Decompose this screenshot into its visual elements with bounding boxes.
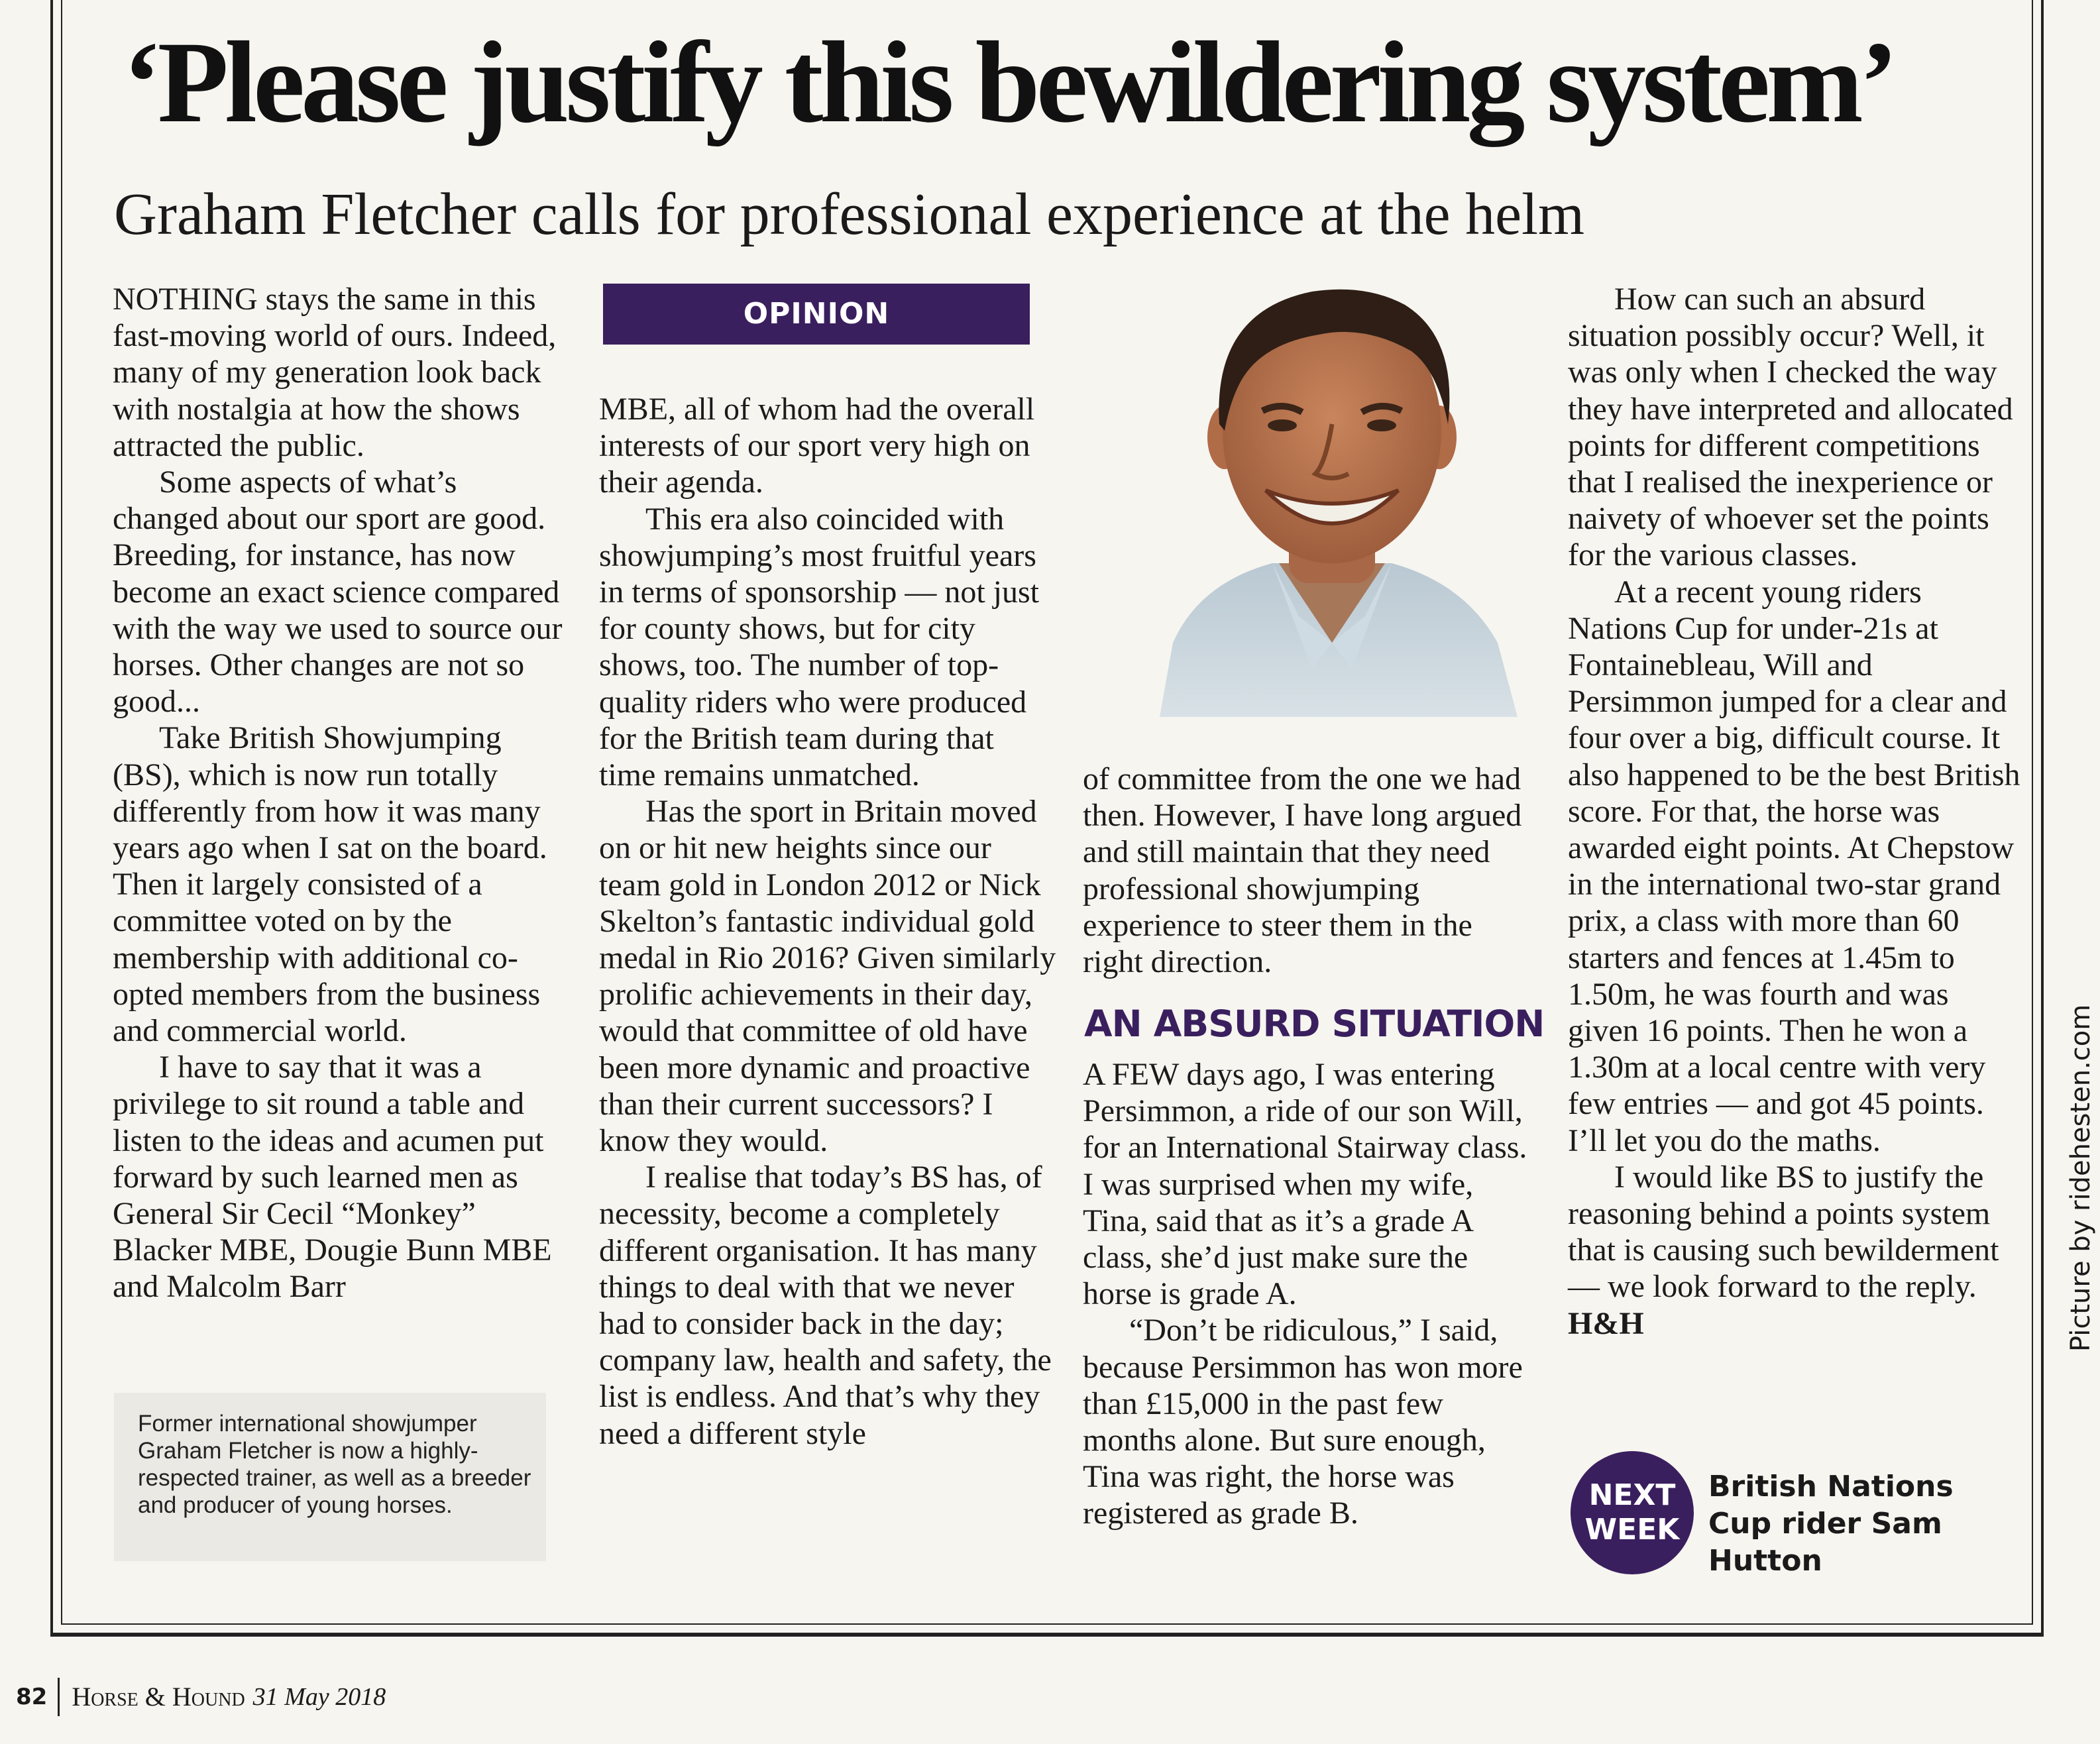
signoff: H&H [1568,1305,1644,1341]
opinion-label: OPINION [603,284,1030,345]
column-3-continued [1083,1056,1540,1532]
paragraph: A FEW days ago, I was entering Persimmon, a ride of our son Will, for an International Stairway class. I was surprised when my wife, Tina, said that as it’s a grade A class, she’d just make sure the horse is grade A. [1083,1057,1527,1312]
paragraph-text: I would like BS to justify the reasoning behind a points system that is causing such bewilderment — we look forward to the reply. [1568,1159,1999,1305]
paragraph: NOTHING stays the same in this fast-moving world of ours. Indeed, many of my generation look back with nostalgia at how the shows attracted the public. [113,282,557,463]
photo-caption: Former international showjumper Graham Fletcher is now a highly-respected trainer, as well as a breeder and producer of young horses. [138,1411,531,1518]
column-1 [113,281,570,1305]
next-week-line2: WEEK [1584,1513,1680,1547]
paragraph: This era also coincided with showjumping’s most fruitful years in terms of sponsorship — not just for county shows, but for city shows, too. The number of top-quality riders who were produced for the British team during that time remains unmatched. [599,501,1040,793]
page-number: 82 [16,1684,48,1710]
author-portrait-photo [1146,272,1518,717]
page-footer [16,1679,386,1715]
headline: ‘Please justify this bewildering system’ [123,18,1895,147]
column-4 [1568,281,2025,1342]
paragraph: Take British Showjumping (BS), which is now run totally differently from how it was many years ago when I sat on the board. Then it largely consisted of a committee voted on by the membership with additional co-opted members from the business and commercial world. [113,720,547,1049]
standfirst: Graham Fletcher calls for professional experience at the helm [114,182,1585,247]
section-subhead: AN ABSURD SITUATION [1084,1003,1545,1045]
column-2 [599,391,1056,1452]
paragraph [1568,1159,2025,1342]
footer-divider [58,1678,60,1716]
paragraph: At a recent young riders Nations Cup for under-21s at Fontainebleau, Will and Persimmon jumped for a clear and four over a big, difficult course. It also happened to be the best British score. For that, the horse was awarded eight points. At Chepstow in the international two-star grand prix, a class with more than 60 starters and fences at 1.45m to 1.50m, he was fourth and was given 16 points. Then he won a 1.30m at a local centre with very few entries — and got 45 points. I’ll let you do the maths. [1568,574,2020,1158]
paragraph: MBE, all of whom had the overall interests of our sport very high on their agenda. [599,392,1035,500]
next-week-line1: NEXT [1588,1478,1676,1512]
paragraph: Has the sport in Britain moved on or hit new heights since our team gold in London 2012 or Nick Skelton’s fantastic individual gold medal in Rio 2016? Given similarly prolific achievements in their day, would that committee of old have been more dynamic and proactive than their current successors? I know they would. [599,794,1056,1159]
paragraph: How can such an absurd situation possibly occur? Well, it was only when I checked the way they have interpreted and allocated points for different competitions that I realised the inexperience or naivety of whoever set the points for the various classes. [1568,282,2013,573]
paragraph: “Don’t be ridiculous,” I said, because Persimmon has won more than £15,000 in the past few months alone. But sure enough, Tina was right, the horse was registered as grade B. [1083,1313,1523,1531]
issue-date: 31 May 2018 [252,1683,386,1711]
paragraph: I have to say that it was a privilege to sit round a table and listen to the ideas and acumen put forward by such learned men as General Sir Cecil “Monkey” Blacker MBE, Dougie Bunn MBE and Malcolm Barr [113,1050,552,1305]
column-3 [1083,761,1540,980]
paragraph: of committee from the one we had then. However, I have long argued and still maintain that they need professional showjumping experience to steer them in the right direction. [1083,761,1522,980]
picture-credit: Picture by ridehesten.com [2066,1004,2096,1352]
paragraph: I realise that today’s BS has, of necessity, become a completely different organisation. It has many things to deal with that we never had to consider back in the day; company law, health and safety, the list is endless. And that’s why they need a different style [599,1160,1052,1451]
next-week-badge [1571,1451,1694,1574]
paragraph: Some aspects of what’s changed about our sport are good. Breeding, for instance, has now become an exact science compared with the way we used to source our horses. Other changes are not so good... [113,464,563,720]
magazine-name: Horse & Hound [72,1682,245,1712]
next-week-text: British Nations Cup rider Sam Hutton [1708,1470,1954,1578]
